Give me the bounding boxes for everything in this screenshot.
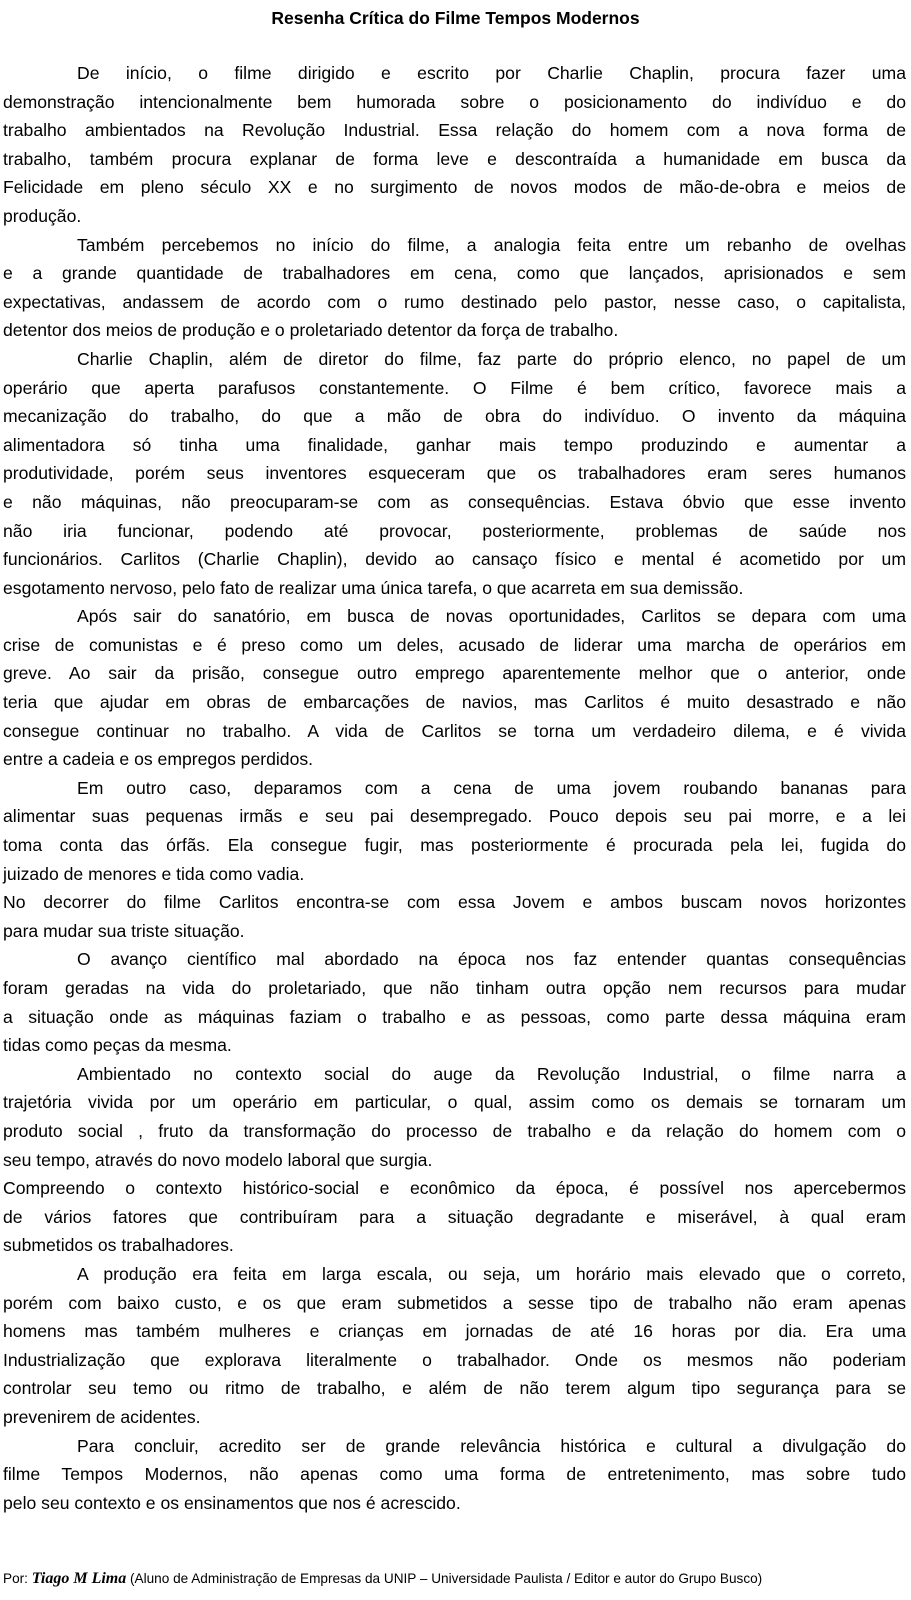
text-line: Também percebemos no início do filme, a analogia feita entre um rebanho de ovelhas [77,234,906,255]
paragraph [3,1260,906,1432]
text-line: Compreendo o contexto histórico-social e econômico da época, é possível nos apercebermos [3,1178,906,1199]
text-line: A produção era feita em larga escala, ou seja, um horário mais elevado que o correto, [77,1263,906,1284]
text-line: demonstração intencionalmente bem humorada sobre o posicionamento do indivíduo e do [3,91,906,112]
text-line: trabalho, também procura explanar de forma leve e descontraída a humanidade em busca da [3,148,906,169]
text-line: consegue continuar no trabalho. A vida de Carlitos se torna um verdadeiro dilema, e é vivida [3,720,906,741]
text-line: homens mas também mulheres e crianças em jornadas de até 16 horas por dia. Era uma [3,1321,906,1342]
text-line: prevenirem de acidentes. [3,1406,201,1427]
text-line: Ambientado no contexto social do auge da Revolução Industrial, o filme narra a [77,1063,906,1084]
text-line: funcionários. Carlitos (Charlie Chaplin), devido ao cansaço físico e mental é acometido por um [3,549,906,570]
text-line: toma conta das órfãs. Ela consegue fugir, mas posteriormente é procurada pela lei, fugida do [3,835,906,856]
text-line: de vários fatores que contribuíram para a situação degradante e miserável, à qual eram [3,1206,906,1227]
text-line: foram geradas na vida do proletariado, que não tinham outra opção nem recursos para mudar [3,978,906,998]
text-line: Após sair do sanatório, em busca de novas oportunidades, Carlitos se depara com uma [77,606,906,627]
text-line: mecanização do trabalho, do que a mão de obra do indivíduo. O invento da máquina [3,406,906,427]
text-line: seu tempo, através do novo modelo laboral que surgia. [3,1149,433,1170]
text-line: Industrialização que explorava literalmente o trabalhador. Onde os mesmos não poderiam [3,1349,906,1370]
text-line: detentor dos meios de produção e o proletariado detentor da força de trabalho. [3,320,619,341]
review-body [3,59,906,1517]
text-line: expectativas, andassem de acordo com o rumo destinado pelo pastor, nesse caso, o capitalista, [3,291,906,312]
paragraph [3,602,906,774]
paragraph [3,231,906,345]
paragraph [3,59,906,231]
document-title: Resenha Crítica do Filme Tempos Modernos [271,8,640,28]
author-description: (Aluno de Administração de Empresas da UNIP – Universidade Paulista / Editor e autor do Grupo Busco) [126,1571,763,1586]
text-line: crise de comunistas e é preso como um deles, acusado de liderar uma marcha de operários em [3,634,906,655]
text-line: Em outro caso, deparamos com a cena de uma jovem roubando bananas para [77,777,906,798]
text-line: submetidos os trabalhadores. [3,1235,234,1256]
text-line: O avanço científico mal abordado na época nos faz entender quantas consequências [77,949,906,970]
text-line: greve. Ao sair da prisão, consegue outro emprego aparentemente melhor que o anterior, onde [3,663,906,684]
text-line: Charlie Chaplin, além de diretor do filme, faz parte do próprio elenco, no papel de um [77,348,906,369]
credit-prefix: Por: [3,1571,32,1586]
text-line: Para concluir, acredito ser de grande relevância histórica e cultural a divulgação do [77,1435,906,1456]
paragraph [3,1060,906,1174]
text-line: filme Tempos Modernos, não apenas como uma forma de entretenimento, mas sobre tudo [3,1464,906,1485]
text-line: alimentadora só tinha uma finalidade, ganhar mais tempo produzindo e aumentar a [3,434,906,455]
paragraph [3,1432,906,1518]
text-line: esgotamento nervoso, pelo fato de realizar uma única tarefa, o que acarreta em sua demissão. [3,577,744,598]
text-line: No decorrer do filme Carlitos encontra-se com essa Jovem e ambos buscam novos horizontes [3,892,906,913]
text-line: teria que ajudar em obras de embarcações de navios, mas Carlitos é muito desastrado e não [3,692,906,713]
text-line: e a grande quantidade de trabalhadores em cena, como que lançados, aprisionados e sem [3,263,906,284]
text-line: alimentar suas pequenas irmãs e seu pai desempregado. Pouco depois seu pai morre, e a lei [3,806,906,827]
text-line: produção. [3,205,82,226]
text-line: porém com baixo custo, e os que eram submetidos a sesse tipo de trabalho não eram apenas [3,1292,906,1313]
text-line: entre a cadeia e os empregos perdidos. [3,749,314,770]
text-line: trajetória vivida por um operário em particular, o qual, assim como os demais se tornaram um [3,1092,906,1113]
text-line: a situação onde as máquinas faziam o trabalho e as pessoas, como parte dessa máquina eram [3,1006,906,1027]
paragraph [3,1174,906,1260]
text-line: tidas como peças da mesma. [3,1035,232,1056]
text-line: trabalho ambientados na Revolução Industrial. Essa relação do homem com a nova forma de [3,120,906,141]
paragraph [3,774,906,888]
text-line: para mudar sua triste situação. [3,920,245,941]
text-line: não iria funcionar, podendo até provocar, posteriormente, problemas de saúde nos [3,520,906,541]
paragraph [3,345,906,602]
text-line: e não máquinas, não preocuparam-se com as consequências. Estava óbvio que esse invento [3,491,906,512]
text-line: Felicidade em pleno século XX e no surgimento de novos modos de mão-de-obra e meios de [3,177,906,198]
text-line: pelo seu contexto e os ensinamentos que nos é acrescido. [3,1492,461,1513]
text-line: controlar seu temo ou ritmo de trabalho, e além de não terem algum tipo segurança para se [3,1378,906,1399]
text-line: operário que aperta parafusos constantemente. O Filme é bem crítico, favorece mais a [3,377,906,398]
paragraph [3,945,906,1059]
author-credit [3,1569,762,1589]
author-name: Tiago M Lima [31,1570,127,1587]
text-line: produtividade, porém seus inventores esqueceram que os trabalhadores eram seres humanos [3,463,906,484]
text-line: juizado de menores e tida como vadia. [3,863,305,884]
text-line: produto social , fruto da transformação do processo de trabalho e da relação do homem com o [3,1120,906,1141]
text-line: De início, o filme dirigido e escrito por Charlie Chaplin, procura fazer uma [77,63,906,83]
paragraph [3,888,906,945]
